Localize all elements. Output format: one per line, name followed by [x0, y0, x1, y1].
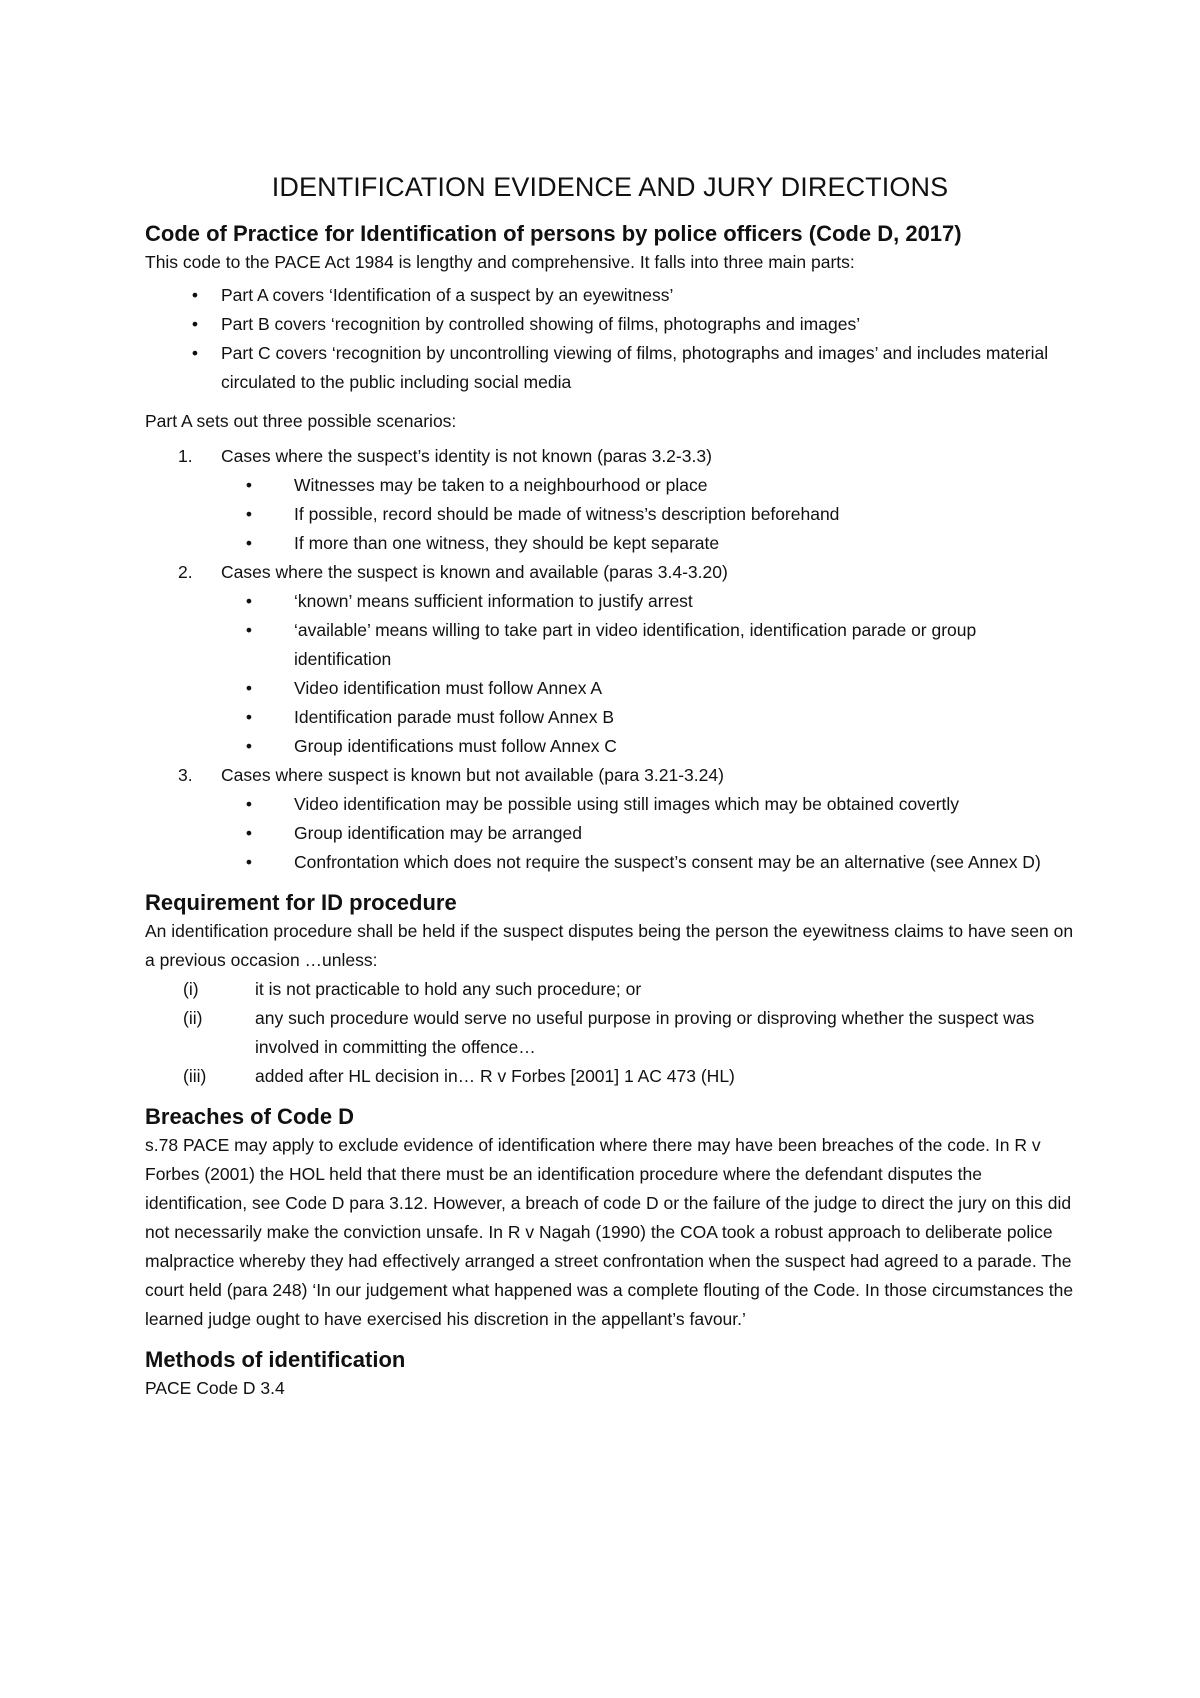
- bullet-icon: •: [245, 678, 253, 698]
- bullet-icon: •: [245, 794, 253, 814]
- list-item-text: Group identification may be arranged: [294, 823, 582, 843]
- bullet-icon: •: [191, 285, 199, 305]
- scenario-item: [145, 761, 1075, 877]
- bullet-icon: •: [245, 852, 253, 872]
- list-item-text: Witnesses may be taken to a neighbourhood or place: [294, 475, 708, 495]
- scenario-item: [145, 442, 1075, 558]
- list-item: [221, 819, 1075, 848]
- scenario-text: Cases where the suspect is known and available (paras 3.4-3.20): [221, 562, 728, 582]
- list-number: 3.: [178, 765, 193, 785]
- paragraph-breaches: s.78 PACE may apply to exclude evidence of identification where there may have been breaches of the code. In R v Forbes (2001) the HOL held that there must be an identification procedure where the defendant disputes the identification, see Code D para 3.12. However, a breach of code D or the failure of the judge to direct the jury on this did not necessarily make the conviction unsafe. In R v Nagah (1990) the COA took a robust approach to deliberate police malpractice whereby they had effectively arranged a street confrontation when the suspect had agreed to a parade. The court held (para 248) ‘In our judgement what happened was a complete flouting of the Code. In those circumstances the learned judge ought to have exercised his discretion in the appellant’s favour.’: [145, 1135, 1074, 1329]
- list-item-text: Video identification may be possible using still images which may be obtained covertly: [294, 794, 960, 814]
- list-item-text: any such procedure would serve no useful purpose in proving or disproving whether the suspect was involved in committing the offence…: [255, 1008, 1035, 1057]
- list-item: [145, 310, 1075, 339]
- list-number: 2.: [178, 562, 193, 582]
- exceptions-list: [145, 975, 1075, 1091]
- list-item-text: ‘available’ means willing to take part in video identification, identification parade or group identification: [294, 620, 977, 669]
- list-item-text: Video identification must follow Annex A: [294, 678, 603, 698]
- list-item: [221, 471, 1075, 500]
- bullet-icon: •: [245, 591, 253, 611]
- list-item-text: If possible, record should be made of witness’s description beforehand: [294, 504, 840, 524]
- bullet-icon: •: [245, 707, 253, 727]
- list-number: (i): [183, 979, 199, 999]
- list-item: [221, 732, 1075, 761]
- bullet-icon: •: [245, 620, 253, 640]
- list-item: [221, 703, 1075, 732]
- list-item-text: ‘known’ means sufficient information to justify arrest: [294, 591, 693, 611]
- list-item: [221, 500, 1075, 529]
- list-item-text: it is not practicable to hold any such procedure; or: [255, 979, 642, 999]
- list-item: [221, 674, 1075, 703]
- list-item: [145, 281, 1075, 310]
- scenario-sublist: [221, 790, 1075, 877]
- scenario-text: Cases where the suspect’s identity is not known (paras 3.2-3.3): [221, 446, 712, 466]
- heading-breaches-code-d: Breaches of Code D: [145, 1104, 355, 1129]
- list-item-text: If more than one witness, they should be kept separate: [294, 533, 720, 553]
- list-item: [145, 1004, 1075, 1062]
- list-item-text: Confrontation which does not require the suspect’s consent may be an alternative (see Annex D): [294, 852, 1041, 872]
- bullet-icon: •: [245, 823, 253, 843]
- document-title: IDENTIFICATION EVIDENCE AND JURY DIRECTIONS: [271, 172, 949, 202]
- list-number: (iii): [183, 1066, 207, 1086]
- list-item: [145, 1062, 1075, 1091]
- list-item-text: Part A covers ‘Identification of a suspect by an eyewitness’: [221, 285, 674, 305]
- list-item: [145, 975, 1075, 1004]
- bullet-icon: •: [245, 533, 253, 553]
- list-number: (ii): [183, 1008, 203, 1028]
- list-item-text: Group identifications must follow Annex C: [294, 736, 617, 756]
- heading-requirement-id-procedure: Requirement for ID procedure: [145, 890, 457, 915]
- list-item: [221, 529, 1075, 558]
- list-item-text: added after HL decision in… R v Forbes [2001] 1 AC 473 (HL): [255, 1066, 735, 1086]
- scenario-sublist: [221, 471, 1075, 558]
- heading-code-of-practice: Code of Practice for Identification of persons by police officers (Code D, 2017): [145, 221, 962, 246]
- scenarios-list: [145, 442, 1075, 877]
- list-item: [221, 790, 1075, 819]
- heading-methods-identification: Methods of identification: [145, 1347, 406, 1372]
- list-item-text: Identification parade must follow Annex B: [294, 707, 615, 727]
- list-item: [145, 339, 1075, 397]
- paragraph-requirement-intro: An identification procedure shall be held if the suspect disputes being the person the eyewitness claims to have seen on a previous occasion …unless:: [145, 921, 1074, 970]
- bullet-icon: •: [245, 504, 253, 524]
- list-item: [221, 848, 1075, 877]
- list-item-text: Part B covers ‘recognition by controlled showing of films, photographs and images’: [221, 314, 861, 334]
- list-number: 1.: [178, 446, 193, 466]
- bullet-icon: •: [245, 736, 253, 756]
- scenario-text: Cases where suspect is known but not available (para 3.21-3.24): [221, 765, 724, 785]
- parts-list: [145, 281, 1075, 397]
- scenario-sublist: [221, 587, 1075, 761]
- bullet-icon: •: [191, 343, 199, 363]
- document-page: [145, 170, 1075, 1403]
- list-item-text: Part C covers ‘recognition by uncontrolling viewing of films, photographs and images’ and includes material circulated to the public including social media: [221, 343, 1049, 392]
- scenario-item: [145, 558, 1075, 761]
- bullet-icon: •: [191, 314, 199, 334]
- paragraph-methods: PACE Code D 3.4: [145, 1378, 285, 1398]
- list-item: [221, 587, 1075, 616]
- paragraph-code-intro: This code to the PACE Act 1984 is lengthy and comprehensive. It falls into three main parts:: [145, 252, 855, 272]
- paragraph-scenarios-intro: Part A sets out three possible scenarios:: [145, 411, 457, 431]
- bullet-icon: •: [245, 475, 253, 495]
- list-item: [221, 616, 1075, 674]
